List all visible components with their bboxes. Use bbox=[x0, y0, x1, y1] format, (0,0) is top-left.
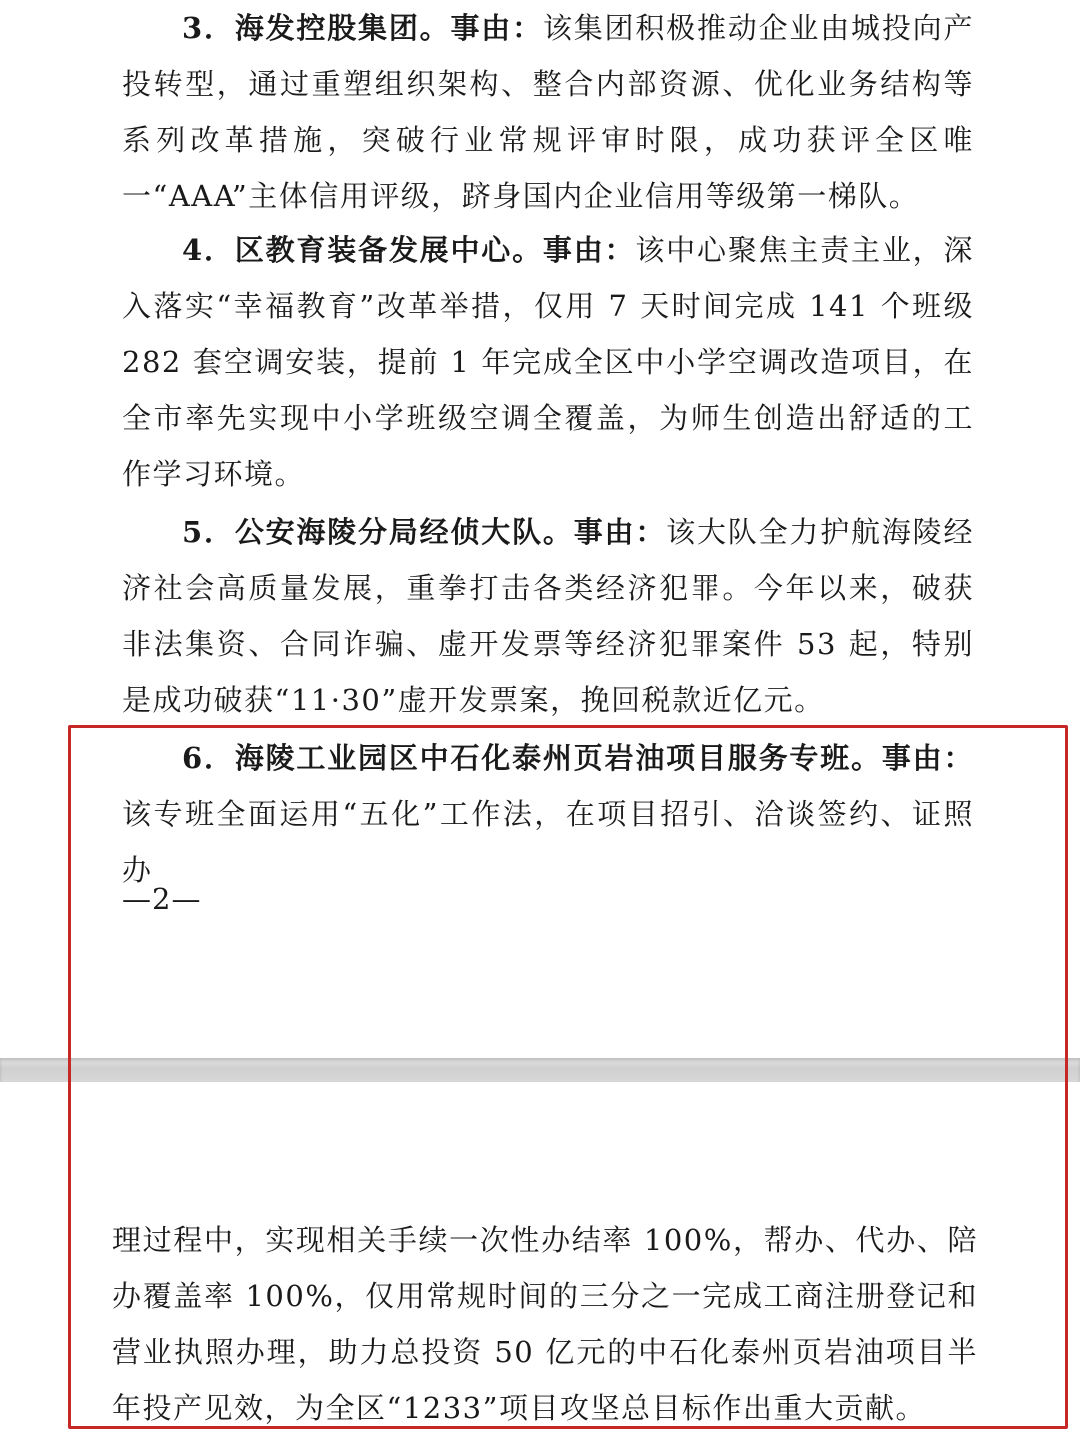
award-item-4 bbox=[122, 222, 974, 502]
reason-text: 该中心聚焦主责主业，深入落实“幸福教育”改革举措，仅用 7 天时间完成 141 个班级 282 套空调安装，提前 1 年完成全区中小学空调改造项目，在全市率先实现中小学班级空调全覆盖，为师生创造出舒适的工作学习环境。 bbox=[122, 233, 974, 491]
item-number: 5． bbox=[182, 515, 235, 549]
award-item-3 bbox=[122, 0, 974, 224]
reason-text: 该集团积极推动企业由城投向产投转型，通过重塑组织架构、整合内部资源、优化业务结构等系列改革措施，突破行业常规评审时限，成功获评全区唯一“AAA”主体信用评级，跻身国内企业信用等级第一梯队。 bbox=[122, 11, 974, 213]
reason-text: 该专班全面运用“五化”工作法，在项目招引、洽谈签约、证照办 bbox=[122, 797, 974, 887]
item-number: 6． bbox=[182, 741, 235, 775]
item-heading: 海发控股集团。 bbox=[234, 11, 451, 45]
highlight-box bbox=[68, 725, 1068, 1429]
page-number: —2— bbox=[122, 882, 202, 916]
reason-label: 事由： bbox=[881, 741, 974, 775]
reason-label: 事由： bbox=[542, 233, 636, 267]
item-heading: 区教育装备发展中心。 bbox=[234, 233, 543, 267]
reason-label: 事由： bbox=[573, 515, 667, 549]
item-heading: 海陵工业园区中石化泰州页岩油项目服务专班。 bbox=[234, 741, 882, 775]
item-heading: 公安海陵分局经侦大队。 bbox=[234, 515, 574, 549]
award-item-5 bbox=[122, 504, 974, 728]
item-number: 3． bbox=[182, 11, 235, 45]
reason-label: 事由： bbox=[450, 11, 543, 45]
reason-text: 该大队全力护航海陵经济社会高质量发展，重拳打击各类经济犯罪。今年以来，破获非法集资、合同诈骗、虚开发票等经济犯罪案件 53 起，特别是成功破获“11·30”虚开发票案，挽回税款近亿元。 bbox=[122, 515, 974, 717]
item-number: 4． bbox=[182, 233, 235, 267]
award-item-6-continuation: 理过程中，实现相关手续一次性办结率 100%，帮办、代办、陪办覆盖率 100%，仅用常规时间的三分之一完成工商注册登记和营业执照办理，助力总投资 50 亿元的中石化泰州页岩油项目半年投产见效，为全区“1233”项目攻坚总目标作出重大贡献。 bbox=[112, 1223, 978, 1425]
